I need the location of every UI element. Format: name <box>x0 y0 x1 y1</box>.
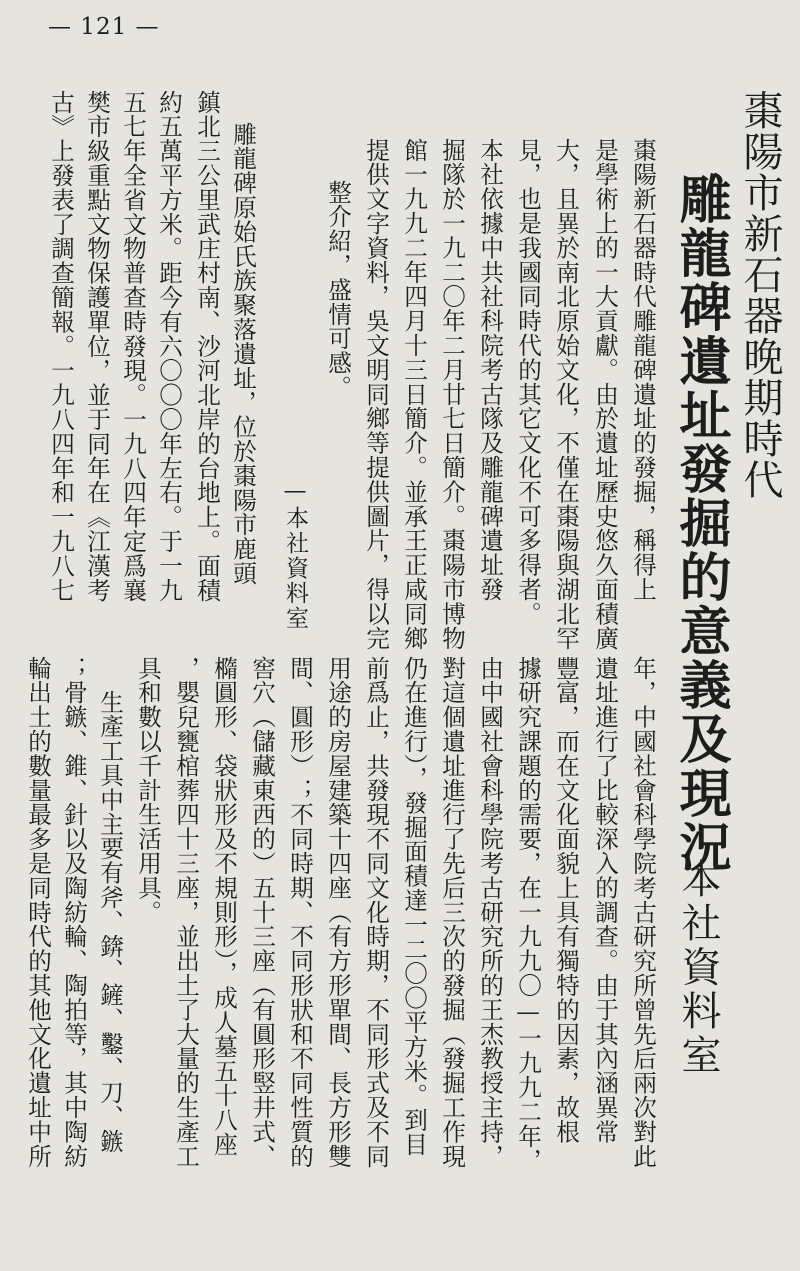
text-column: ；骨鏃、錐、針以及陶紡輪、陶拍等，其中陶紡 <box>60 656 88 1169</box>
text-column: 橢圓形、袋狀形及不規則形），成人墓五十八座 <box>210 656 238 1157</box>
text-column: 年，中國社會科學院考古研究所曾先后兩次對此 <box>629 656 657 1169</box>
article-title: 雕龍碑遺址發掘的意義及現況 <box>670 172 731 874</box>
text-column: 仍在進行），發掘面積達一二〇〇平方米。到目 <box>400 656 428 1157</box>
text-column: 整介紹，盛情可感。 <box>324 180 352 400</box>
text-column: 具和數以千計生活用具。 <box>134 656 162 925</box>
text-column: 豐富，而在文化面貌上具有獨特的因素，故根 <box>552 656 580 1144</box>
text-column: 古》上發表了調查簡報。一九八四年和一九八七 <box>47 90 75 603</box>
author-byline: 本社資料室 <box>675 858 721 1078</box>
text-column: 輪出土的數量最多是同時代的其他文化遺址中所 <box>24 656 52 1169</box>
text-column: 前爲止，共發現不同文化時期，不同形式及不同 <box>362 656 390 1169</box>
text-column: 窖穴（儲藏東西的）五十三座（有圓形竪井式、 <box>248 656 276 1169</box>
text-column: 雕龍碑原始氏族聚落遺址，位於棗陽市鹿頭 <box>229 122 257 586</box>
source-signature: —本社資料室 <box>282 478 308 631</box>
text-column: ，嬰兒甕棺葬四十三座，並出土了大量的生產工 <box>172 656 200 1169</box>
text-column: 樊市級重點文物保護單位，並于同年在《江漢考 <box>83 90 111 603</box>
text-column: 間、圓形）；不同時期、不同形狀和不同性質的 <box>286 656 314 1169</box>
text-column: 棗陽新石器時代雕龍碑遺址的發掘，稱得上 <box>629 138 657 602</box>
text-column: 見，也是我國同時代的其它文化不可多得者。 <box>514 138 542 626</box>
text-column: 館一九九二年四月十三日簡介。並承王正咸同鄉 <box>400 138 428 651</box>
text-column: 用途的房屋建築十四座（有方形單間、長方形雙 <box>324 656 352 1169</box>
text-column: 遺址進行了比較深入的調查。由于其內涵異常 <box>591 656 619 1144</box>
text-column: 提供文字資料，吳文明同鄉等提供圖片，得以完 <box>362 138 390 651</box>
text-column: 生產工具中主要有斧、錛、鏟、鑿、刀、鏃 <box>96 690 124 1154</box>
series-title: 棗陽市新石器晚期時代 <box>737 90 783 500</box>
text-column: 對這個遺址進行了先后三次的發掘（發掘工作現 <box>438 656 466 1169</box>
text-column: 鎮北三公里武庄村南、沙河北岸的台地上。面積 <box>193 90 221 603</box>
page-number: — 121 — <box>48 14 160 40</box>
text-column: 本社依據中共社科院考古隊及雕龍碑遺址發 <box>476 138 504 602</box>
text-column: 約五萬平方米。距今有六〇〇〇年左右。于一九 <box>155 90 183 603</box>
text-column: 據研究課題的需要，在一九九〇—一九九二年， <box>514 656 542 1173</box>
text-column: 是學術上的一大貢獻。由於遺址歷史悠久面積廣 <box>591 138 619 651</box>
text-column: 大，且異於南北原始文化，不僅在棗陽與湖北罕 <box>552 138 580 651</box>
text-column: 五七年全省文物普查時發現。一九八四年定爲襄 <box>119 90 147 603</box>
text-column: 掘隊於一九二〇年二月廿七日簡介。棗陽市博物 <box>438 138 466 651</box>
text-column: 由中國社會科學院考古研究所的王杰教授主持， <box>476 656 504 1169</box>
